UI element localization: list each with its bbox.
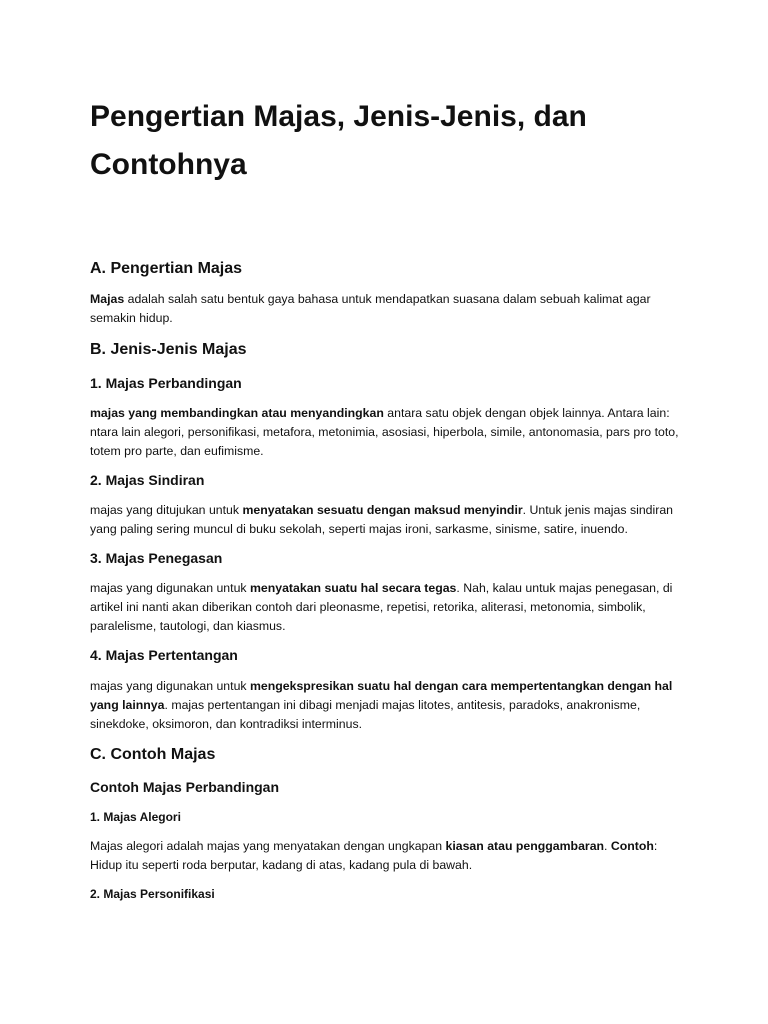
item4-bold: mengekspresikan suatu hal dengan cara mempertentangkan dengan hal yang lainnya: [90, 679, 673, 712]
section-a-text: adalah salah satu bentuk gaya bahasa untuk mendapatkan suasana dalam sebuah kalimat agar semakin hidup.: [90, 292, 651, 325]
example1-mid: .: [604, 839, 611, 853]
example1-bold1: kiasan atau penggambaran: [445, 839, 605, 853]
item3-bold: menyatakan suatu hal secara tegas: [249, 581, 457, 595]
page-title: Pengertian Majas, Jenis-Jenis, dan Contohnya: [90, 100, 587, 181]
section-b-heading: B. Jenis-Jenis Majas: [90, 341, 247, 358]
section-a-paragraph: [90, 290, 690, 328]
item3-heading: 3. Majas Penegasan: [90, 550, 223, 566]
example1-heading: 1. Majas Alegori: [90, 810, 181, 824]
item1-paragraph: [90, 404, 690, 461]
item1-bold: majas yang membandingkan atau menyandingkan: [90, 406, 384, 420]
item2-bold: menyatakan sesuatu dengan maksud menyindir: [242, 503, 523, 517]
item4-paragraph: [90, 677, 690, 734]
item3-paragraph: [90, 579, 690, 636]
item1-heading: 1. Majas Perbandingan: [90, 375, 242, 391]
item4-lead: majas yang digunakan untuk: [90, 679, 250, 693]
item2-paragraph: [90, 501, 690, 539]
example1-bold2: Contoh: [610, 839, 654, 853]
section-c-heading: C. Contoh Majas: [90, 746, 216, 763]
item3-lead: majas yang digunakan untuk: [90, 581, 250, 595]
example1-text: : Hidup itu seperti roda berputar, kadang di atas, kadang pula di bawah.: [90, 839, 658, 872]
item2-lead: majas yang ditujukan untuk: [90, 503, 243, 517]
item3-text: . Nah, kalau untuk majas penegasan, di artikel ini nanti akan diberikan contoh dari pleonasme, repetisi, retorika, aliterasi, metonomia, simbolik, paralelisme, tautologi, dan kiasmus.: [90, 581, 673, 633]
section-a-heading: A. Pengertian Majas: [90, 260, 243, 277]
example2-heading: 2. Majas Personifikasi: [90, 887, 215, 901]
item4-text: . majas pertentangan ini dibagi menjadi majas litotes, antitesis, paradoks, anakronisme, sinekdoke, oksimoron, dan kontradiksi interminus.: [90, 698, 641, 731]
item1-text: antara satu objek dengan objek lainnya. Antara lain: ntara lain alegori, personifikasi, metafora, metonimia, asosiasi, hiperbola, simile, antonomasia, pars pro toto, totem pro parte, dan eufimisme.: [90, 406, 679, 458]
item2-heading: 2. Majas Sindiran: [90, 472, 205, 488]
example1-paragraph: [90, 837, 690, 875]
term-majas: Majas: [90, 292, 125, 306]
item4-heading: 4. Majas Pertentangan: [90, 647, 238, 663]
example1-lead: Majas alegori adalah majas yang menyatakan dengan ungkapan: [90, 839, 446, 853]
item2-text: . Untuk jenis majas sindiran yang paling sering muncul di buku sekolah, seperti majas ironi, sarkasme, sinisme, satire, inuendo.: [90, 503, 674, 536]
section-c-subheading: Contoh Majas Perbandingan: [90, 779, 280, 795]
